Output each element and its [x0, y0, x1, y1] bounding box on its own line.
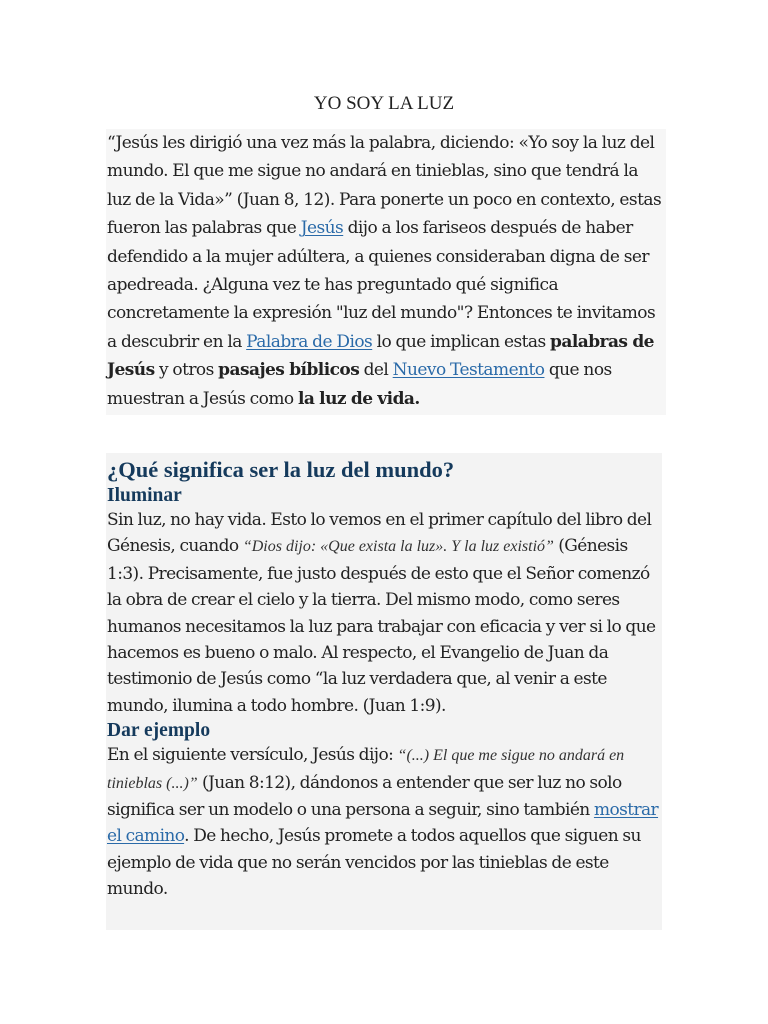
paragraph-iluminar [107, 507, 662, 719]
text-run: lo que implican estas [372, 331, 551, 352]
link-palabra-de-dios[interactable]: Palabra de Dios [246, 331, 373, 352]
intro-paragraph [106, 129, 666, 415]
text-run: (Génesis 1:3). Precisamente, fue justo después de esto que el Señor comenzó la obra de crear el cielo y la tierra. Del mismo modo, como seres humanos necesitamos la luz para trabajar con eficacia y ver si lo que hacemos es bueno o malo. Al respecto, el Evangelio de Juan da testimonio de Jesús como “la luz verdadera que, al venir a este mundo, ilumina a todo hombre. (Juan 1:9). [107, 536, 656, 716]
bold-la-luz-de-vida: la luz de vida. [297, 388, 420, 409]
subheading-iluminar: Iluminar [107, 485, 182, 506]
text-run: del [359, 360, 393, 381]
subheading-dar-ejemplo: Dar ejemplo [107, 720, 211, 742]
link-jesus[interactable]: Jesús [300, 218, 344, 239]
text-run: que nos muestran a Jesús como [107, 360, 612, 409]
quote-juan: “(...) El que me sigue no andará en tinieblas (...)” [107, 747, 625, 792]
paragraph-dar-ejemplo [107, 742, 662, 902]
text-run: dijo a los fariseos después de haber defendido a la mujer adúltera, a quienes consideraban digna de ser apedreada. ¿Alguna vez te has preguntado qué significa concretamente la expresión "luz del mundo"? Entonces te invitamos a descubrir en la [107, 218, 656, 352]
text-run: “Jesús les dirigió una vez más la palabra, diciendo: «Yo soy la luz del mundo. El que me sigue no andará en tinieblas, sino que tendrá la luz de la Vida»” (Juan 8, 12). Para ponerte un poco en contexto, estas fueron las palabras que [107, 133, 662, 239]
link-mostrar-el-camino[interactable]: mostrar el camino [107, 800, 659, 847]
text-run: (Juan 8:12), dándonos a entender que ser luz no solo significa ser un modelo o una persona a seguir, sino también [107, 772, 622, 821]
text-run: Sin luz, no hay vida. Esto lo vemos en el primer capítulo del libro del Génesis, cuando [107, 510, 652, 557]
section-block [106, 453, 662, 930]
text-run: . De hecho, Jesús promete a todos aquellos que siguen su ejemplo de vida que no serán vencidos por las tinieblas de este mundo. [107, 826, 641, 900]
bold-pasajes-biblicos: pasajes bíblicos [218, 360, 360, 381]
link-nuevo-testamento[interactable]: Nuevo Testamento [392, 360, 545, 381]
bold-palabras-de-jesus: palabras de Jesús [107, 331, 654, 381]
text-run: y otros [154, 360, 219, 381]
page-title: YO SOY LA LUZ [313, 93, 455, 114]
section-heading: ¿Qué significa ser la luz del mundo? [107, 457, 455, 482]
quote-genesis: “Dios dijo: «Que exista la luz». Y la luz existió” [242, 538, 554, 556]
text-run: En el siguiente versículo, Jesús dijo: [107, 745, 398, 766]
